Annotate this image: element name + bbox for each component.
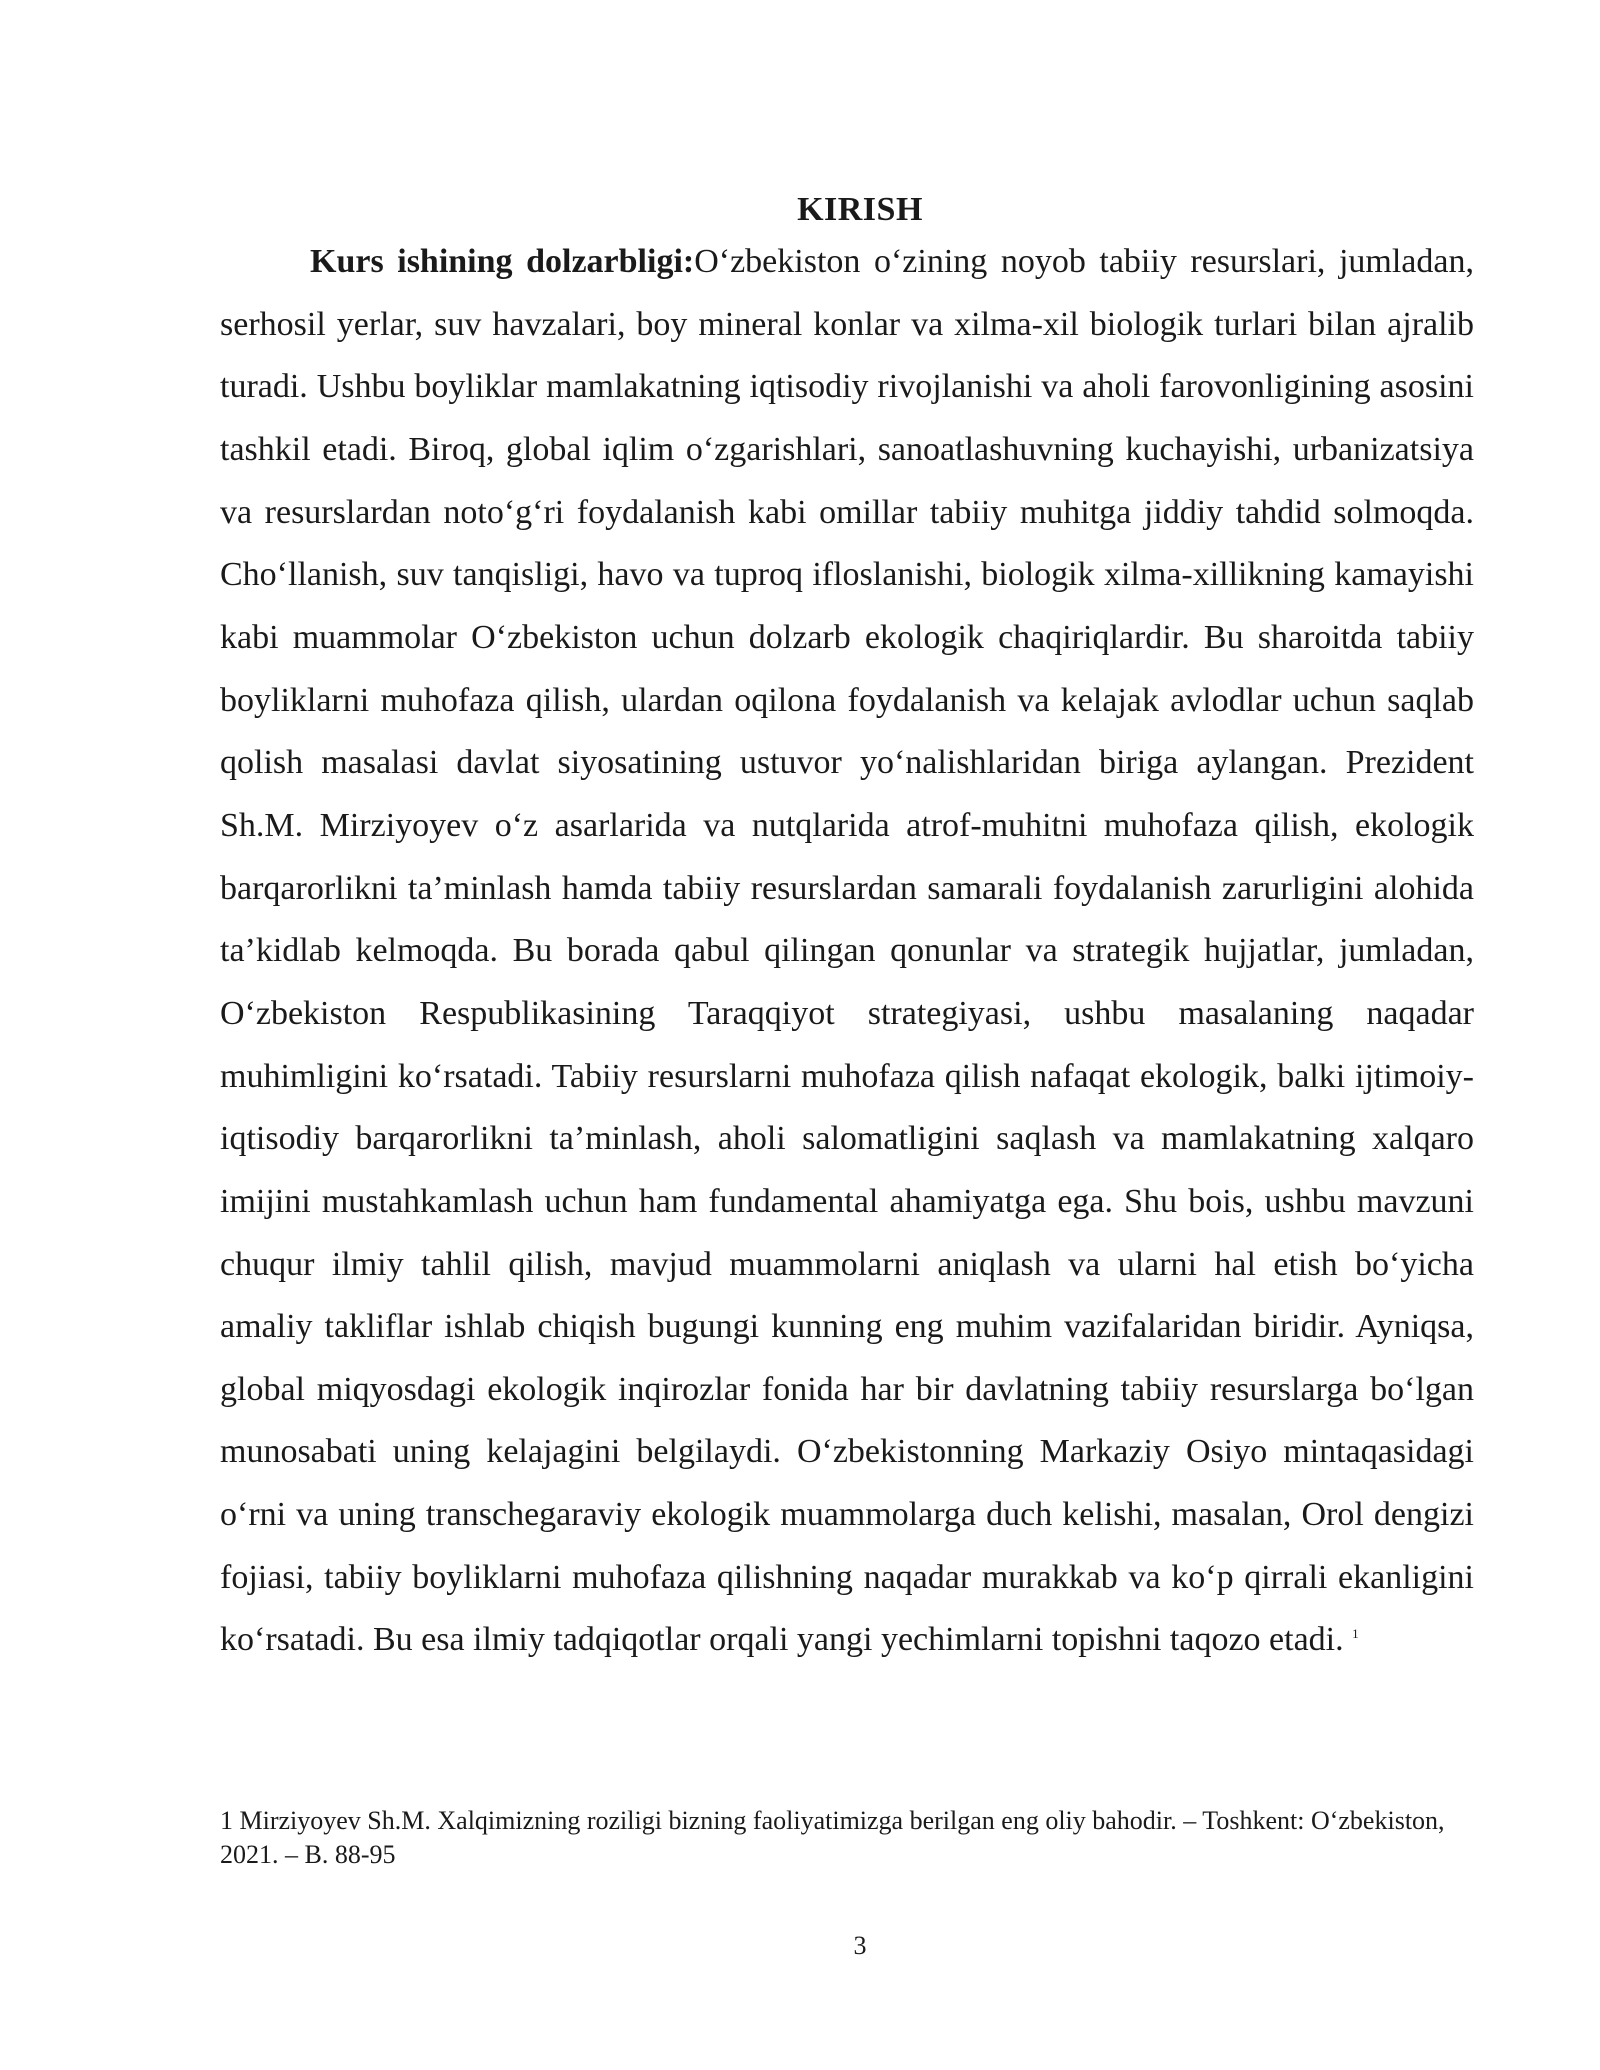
- paragraph-text: O‘zbekiston o‘zining noyob tabiiy resurslari, jumladan, serhosil yerlar, suv havzalari, boy mineral konlar va xilma-xil biologik turlari bilan ajralib turadi. Ushbu boyliklar mamlakatning iqtisodiy rivojlanishi va aholi farovonligining asosini tashkil etadi. Biroq, global iqlim o‘zgarishlari, sanoatlashuvning kuchayishi, urbanizatsiya va resurslardan noto‘g‘ri foydalanish kabi omillar tabiiy muhitga jiddiy tahdid solmoqda. Cho‘llanish, suv tanqisligi, havo va tuproq ifloslanishi, biologik xilma-xillikning kamayishi kabi muammolar O‘zbekiston uchun dolzarb ekologik chaqiriqlardir. Bu sharoitda tabiiy boyliklarni muhofaza qilish, ulardan oqilona foydalanish va kelajak avlodlar uchun saqlab qolish masalasi davlat siyosatining ustuvor yo‘nalishlaridan biriga aylangan. Prezident Sh.M. Mirziyoyev o‘z asarlarida va nutqlarida atrof-muhitni muhofaza qilish, ekologik barqarorlikni ta’minlash hamda tabiiy resurslardan samarali foydalanish zarurligini alohida ta’kidlab kelmoqda. Bu borada qabul qilingan qonunlar va strategik hujjatlar, jumladan, O‘zbekiston Respublikasining Taraqqiyot strategiyasi, ushbu masalaning naqadar muhimligini ko‘rsatadi. Tabiiy resurslarni muhofaza qilish nafaqat ekologik, balki ijtimoiy-iqtisodiy barqarorlikni ta’minlash, aholi salomatligini saqlash va mamlakatning xalqaro imijini mustahkamlash uchun ham fundamental ahamiyatga ega. Shu bois, ushbu mavzuni chuqur ilmiy tahlil qilish, mavjud muammolarni aniqlash va ularni hal etish bo‘yicha amaliy takliflar ishlab chiqish bugungi kunning eng muhim vazifalaridan biridir. Ayniqsa, global miqyosdagi ekologik inqirozlar fonida har bir davlatning tabiiy resurslarga bo‘lgan munosabati uning kelajagini belgilaydi. O‘zbekistonning Markaziy Osiyo mintaqasidagi o‘rni va uning transchegaraviy ekologik muammolarga duch kelishi, masalan, Orol dengizi fojiasi, tabiiy boyliklarni muhofaza qilishning naqadar murakkab va ko‘p qirrali ekanligini ko‘rsatadi. Bu esa ilmiy tadqiqotlar orqali yangi yechimlarni topishni taqozo etadi.: [220, 243, 1474, 1659]
- footnote: 1 Mirziyoyev Sh.M. Xalqimizning roziligi bizning faoliyatimizga berilgan eng oliy bahodir. – Toshkent: O‘zbekiston, 2021. – B. 88-95: [220, 1806, 1445, 1869]
- body-paragraph: [220, 231, 1474, 1672]
- paragraph-lead: Kurs ishining dolzarbligi:: [310, 243, 695, 280]
- footnote-reference[interactable]: 1: [1352, 1626, 1359, 1642]
- section-heading: KIRISH: [797, 191, 923, 228]
- page-number: 3: [853, 1931, 867, 1960]
